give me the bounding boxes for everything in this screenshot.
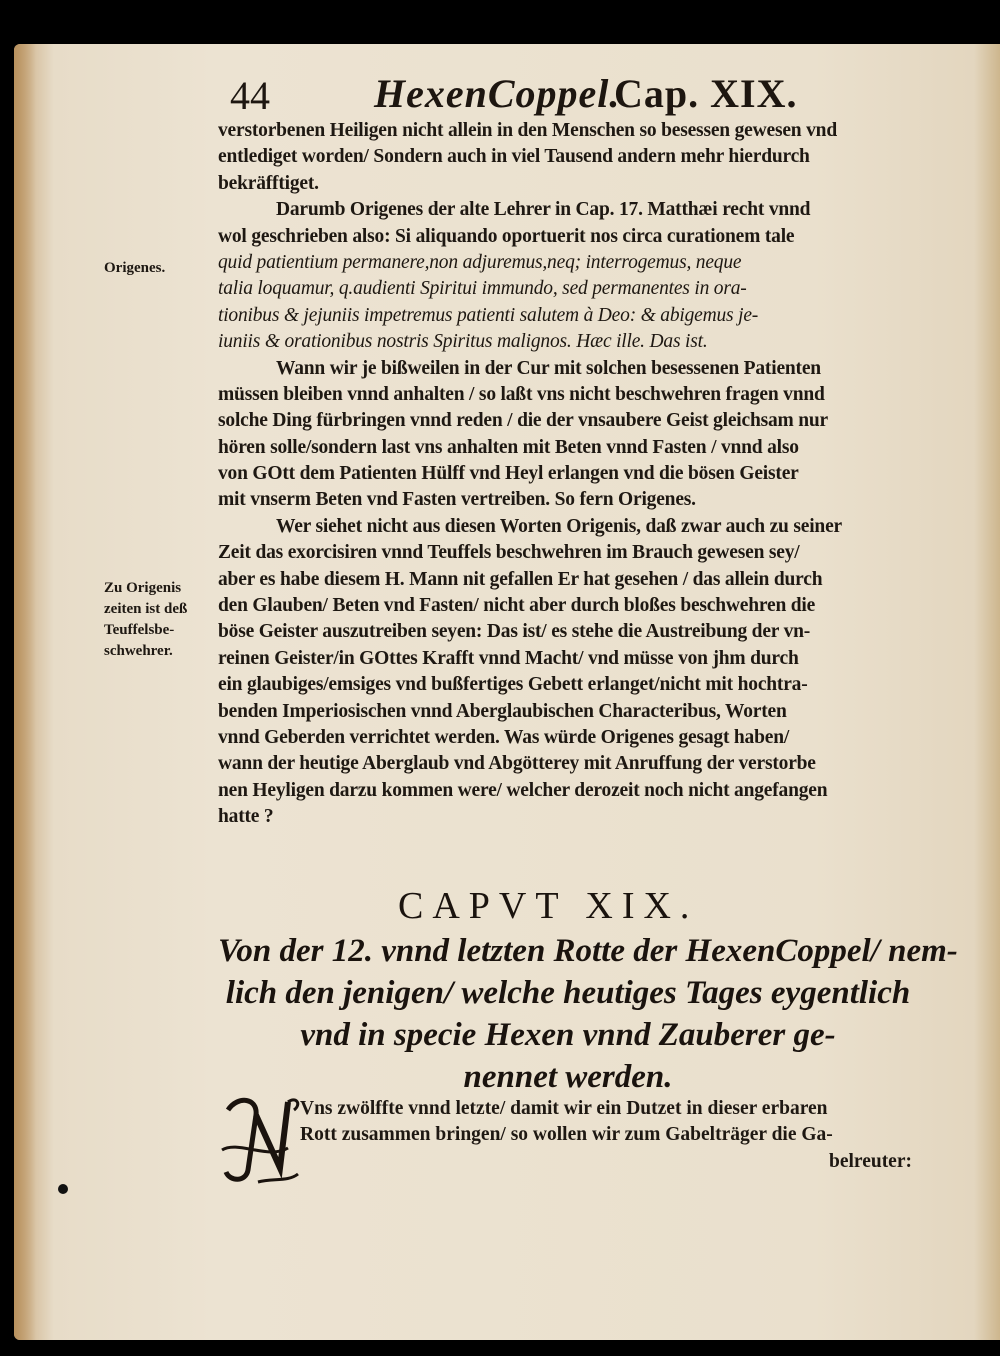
text-line: bekräfftiget. — [218, 172, 319, 194]
text-line: den Glauben/ Beten vnd Fasten/ nicht aber durch bloßes beschwehren die — [218, 595, 816, 617]
page-fold-shadow — [14, 44, 36, 1340]
text-line: hören solle/sondern last vns anhalten mit Beten vnnd Fasten / vnnd also — [218, 436, 799, 458]
margin-note-zu-origenis — [104, 578, 187, 662]
body-text — [218, 118, 918, 831]
text-line: Wer siehet nicht aus diesen Worten Origenis, daß zwar auch zu seiner — [276, 515, 842, 537]
text-line: entlediget worden/ Sondern auch in viel Tausend andern mehr hierdurch — [218, 146, 810, 168]
text-line: solche Ding fürbringen vnnd reden / die der vnsaubere Geist gleichsam nur — [218, 410, 828, 432]
running-header — [218, 72, 938, 122]
text-line: ein glaubiges/emsiges vnd bußfertiges Gebett erlanget/nicht mit hochtra- — [218, 674, 808, 696]
text-line: quid patientium permanere,non adjuremus,neq; interrogemus, neque — [218, 251, 742, 273]
text-line: mit vnserm Beten vnd Fasten vertreiben. So fern Origenes. — [218, 489, 696, 511]
text-line: verstorbenen Heiligen nicht allein in den Menschen so besessen gewesen vnd — [218, 120, 837, 141]
margin-note-line: zeiten ist deß — [104, 601, 188, 617]
text-line: belreuter: — [828, 1150, 912, 1172]
text-line: wann der heutige Aberglaub vnd Abgötterey mit Anruffung der verstorbe — [218, 753, 816, 775]
text-line: tionibus & jejuniis impetremus patienti salutem à Deo: & abigemus je- — [218, 304, 759, 326]
heading-line: Von der 12. vnnd letzten Rotte der HexenCoppel/ nem- — [218, 933, 958, 969]
ink-spot — [58, 1184, 68, 1194]
text-line: Wann wir je bißweilen in der Cur mit solchen besessenen Patienten — [276, 357, 821, 379]
heading-line: nennet werden. — [463, 1059, 673, 1095]
text-line: wol geschrieben also: Si aliquando oportuerit nos circa curationem tale — [218, 225, 795, 247]
margin-note-line: Zu Origenis — [104, 580, 182, 596]
text-line: Darumb Origenes der alte Lehrer in Cap. 17. Matthæi recht vnnd — [276, 199, 811, 221]
text-line: aber es habe diesem H. Mann nit gefallen Er hat gesehen / das allein durch — [218, 568, 823, 590]
opening-paragraph — [300, 1096, 920, 1175]
text-line: müssen bleiben vnnd anhalten / so laßt vns nicht beschwehren fragen vnnd — [218, 383, 825, 405]
text-line: talia loquamur, q.audienti Spiritui immundo, sed permanentes in ora- — [218, 278, 747, 300]
text-line: benden Imperiosischen vnnd Aberglaubischen Characteribus, Worten — [218, 700, 787, 722]
text-line: böse Geister auszutreiben seyen: Das ist/ es stehe die Austreibung der vn- — [218, 621, 811, 643]
margin-note-line: schwehrer. — [104, 643, 173, 659]
heading-line: lich den jenigen/ welche heutiges Tages eygentlich — [225, 975, 911, 1011]
text-line: Zeit das exorcisiren vnnd Teuffels beschwehren im Brauch gewesen sey/ — [218, 542, 800, 564]
chapter-title: CAPVT XIX. — [398, 885, 699, 927]
text-line: von GOtt dem Patienten Hülff vnd Heyl erlangen vnd die bösen Geister — [218, 463, 799, 485]
running-head-title: HexenCoppel. — [374, 71, 621, 116]
chapter-heading — [218, 930, 958, 1098]
text-line: reinen Geister/in GOttes Krafft vnnd Macht/ vnd müsse von jhm durch — [218, 647, 799, 669]
text-line: vnnd Geberden verrichtet werden. Was würde Origenes gesagt haben/ — [218, 726, 790, 748]
chapter-label: Cap. XIX. — [614, 71, 798, 116]
text-line: nen Heyligen darzu kommen were/ welcher derozeit noch nicht angefangen — [218, 779, 828, 801]
text-line: iuniis & orationibus nostris Spiritus malignos. Hæc ille. Das ist. — [218, 331, 708, 353]
heading-line: vnd in specie Hexen vnnd Zauberer ge- — [300, 1017, 836, 1053]
text-line: Vns zwölffte vnnd letzte/ damit wir ein Dutzet in dieser erbaren — [300, 1098, 828, 1119]
page-number: 44 — [230, 73, 270, 118]
margin-note-line: Teuffelsbe- — [104, 622, 175, 638]
decorated-initial — [218, 1090, 302, 1186]
text-line: Rott zusammen bringen/ so wollen wir zum Gabelträger die Ga- — [300, 1124, 833, 1146]
text-line: hatte ? — [218, 806, 274, 828]
margin-note-origenes: Origenes. — [104, 260, 166, 276]
